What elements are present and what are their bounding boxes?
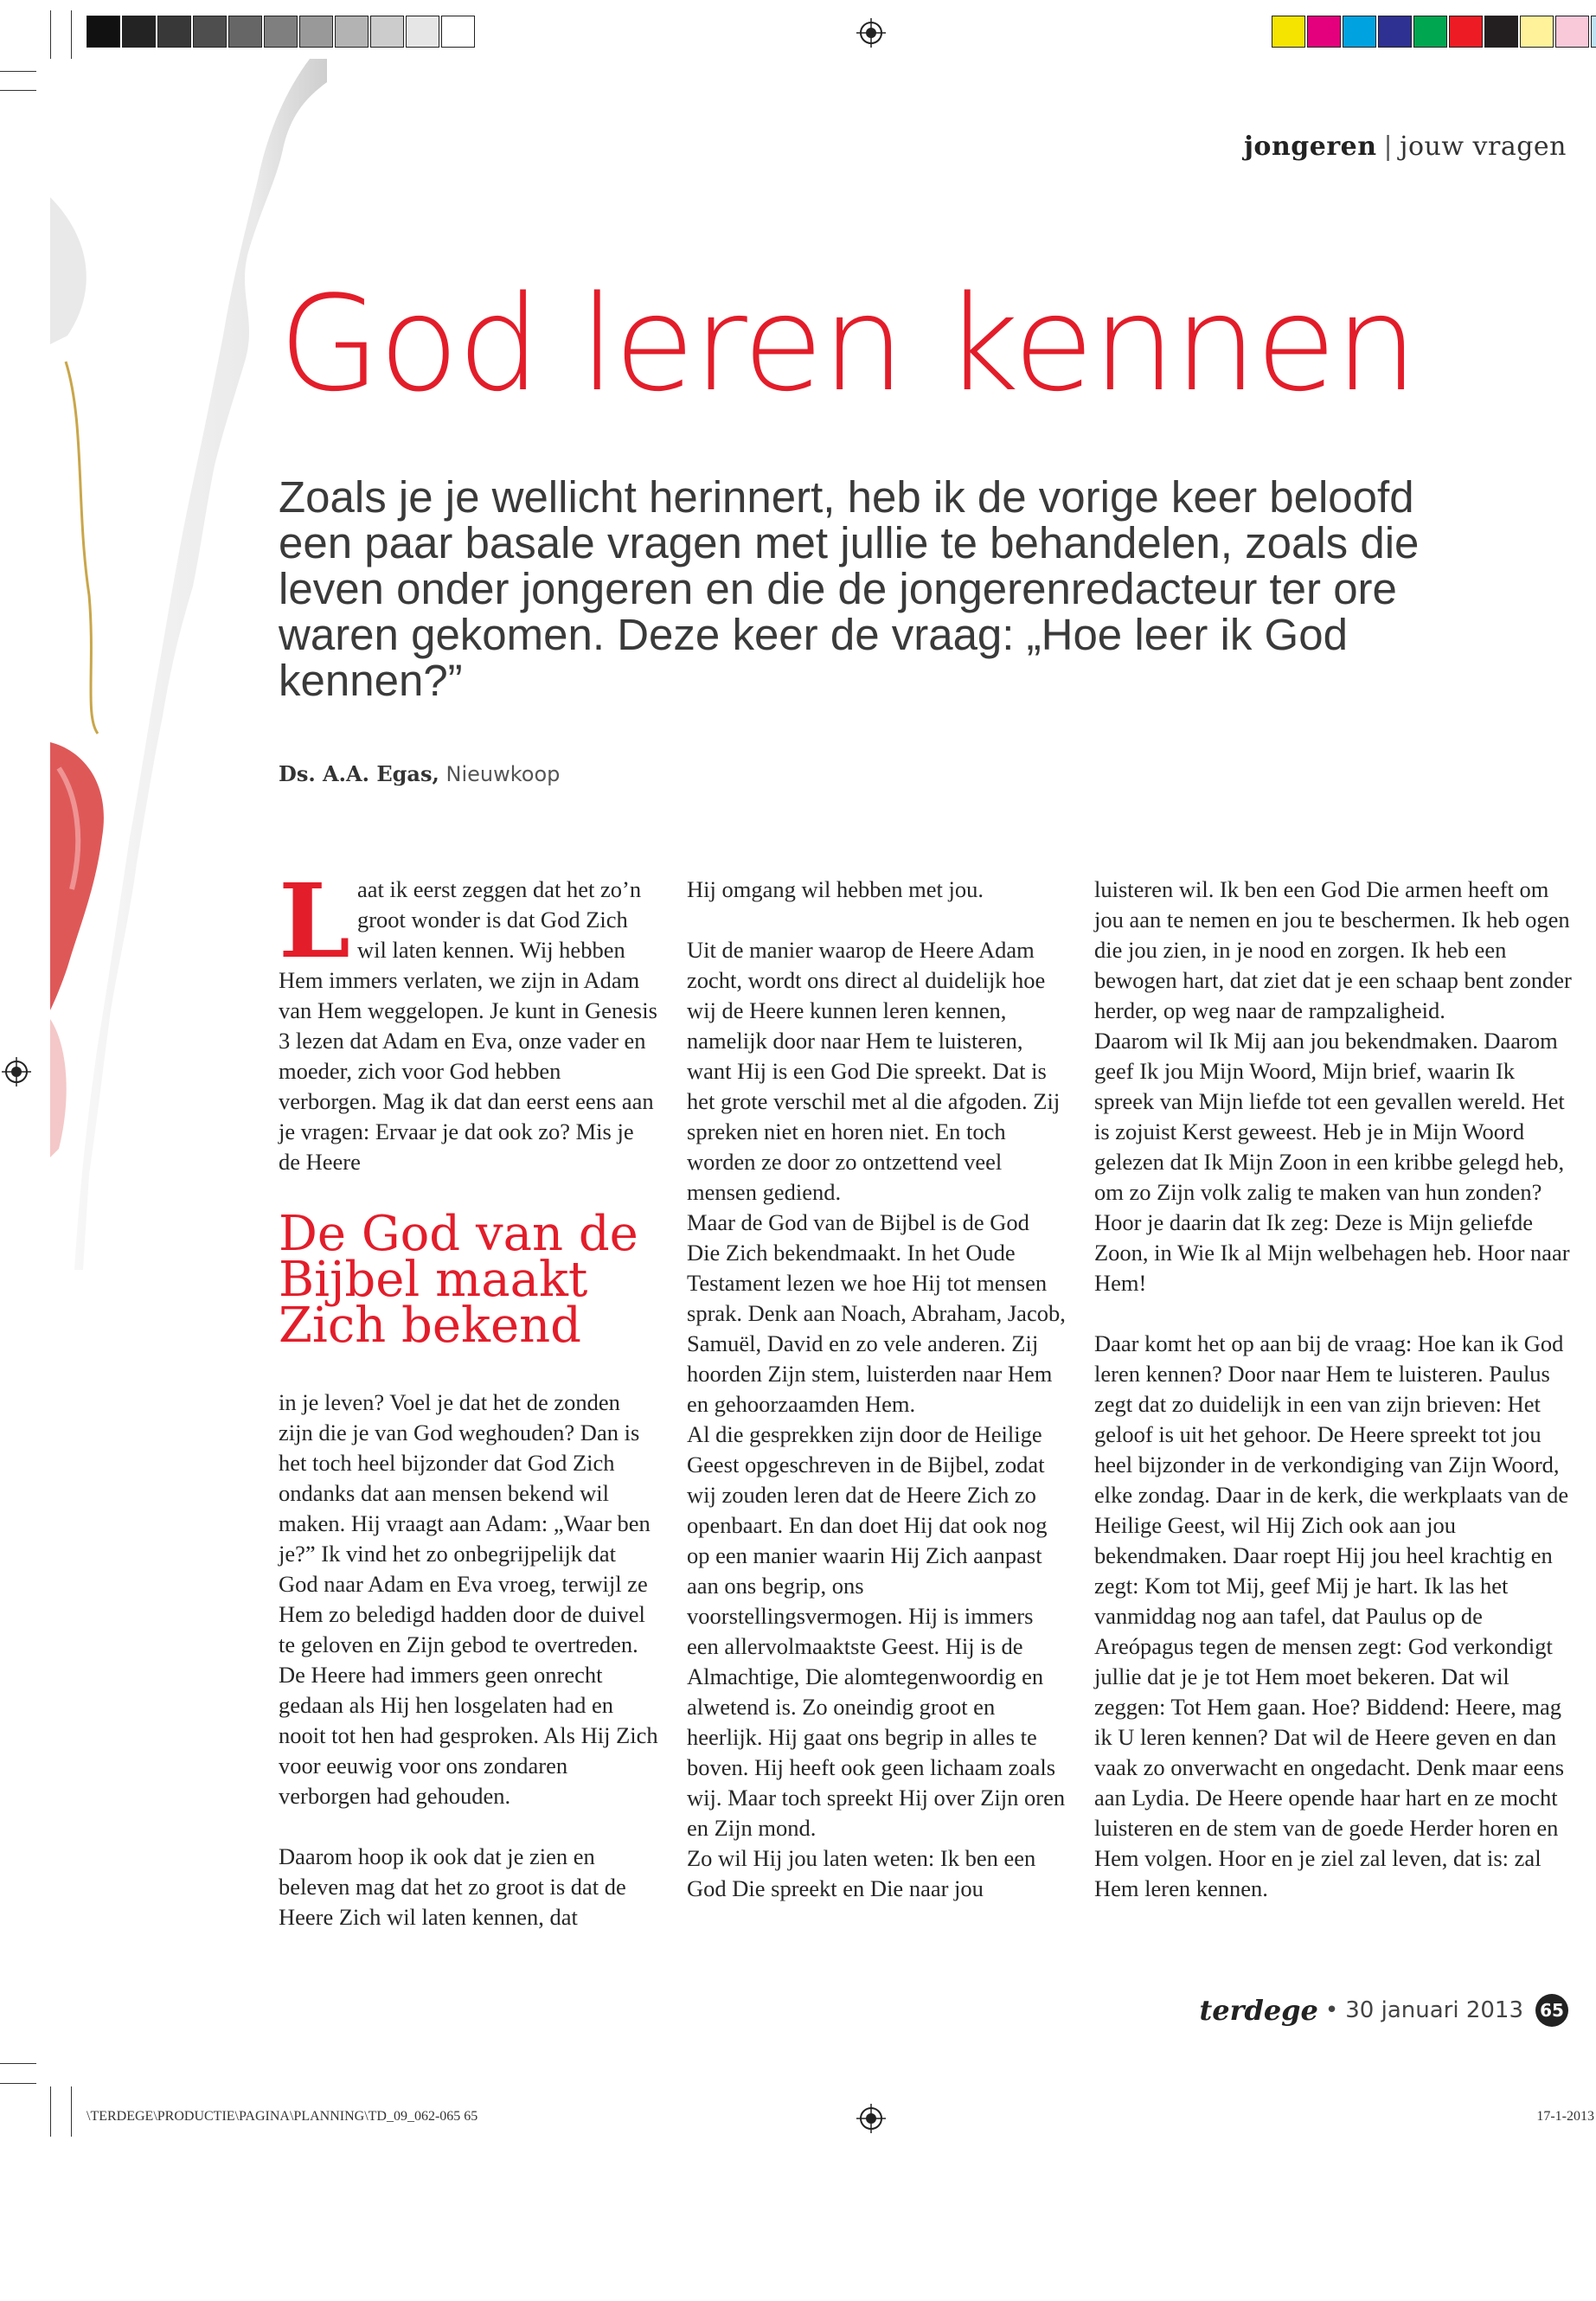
section-name: jongeren — [1244, 131, 1377, 162]
paragraph: Daar komt het op aan bij de vraag: Hoe kan ik God leren kennen? Door naar Hem te luisteren. Paulus zegt dat zo duidelijk in een van zijn brieven: Het geloof is uit het gehoor. De Heere spreekt tot jou heel bijzonder in de verkondiging van Zijn Woord, elke zondag. Daar in de kerk, die werkplaats van de Heilige Geest, wil Hij Zich ook aan jou bekendmaken. Daar roept Hij jou heel krachtig en zegt: Kom tot Mij, geef Mij je hart. Ik las het vanmiddag nog aan tafel, dat Paulus op de Areópagus tegen de mensen zegt: God verkondigt jullie dat je je tot Hem moet bekeren. Dat wil zeggen: Tot Hem gaan. Hoe? Biddend: Heere, mag ik U leren kennen? Dat wil de Heere geven en dan vaak zo onverwacht en ongedacht. Denk maar eens aan Lydia. De Heere opende haar hart en ze mocht luisteren en de stem van de goede Herder horen en Hem volgen. Hoor en je ziel zal leven, dat is: zal Hem leren kennen. — [1094, 1330, 1569, 1901]
column-1-top — [279, 861, 659, 1177]
color-swatch — [441, 16, 475, 48]
print-slug-date: 17-1-2013 — [1536, 2109, 1594, 2124]
paragraph: luisteren wil. Ik ben een God Die armen heeft om jou aan te nemen en jou te beschermen. Ik heb ogen die jou zien, in je nood en zorgen. Ik heb een bewogen hart, dat ziet dat je een schaap bent zonder herder, op weg naar de rampzaligheid. Daarom wil Ik Mij aan jou bekendmaken. Daarom geef Ik jou Mijn Woord, Mijn brief, waarin Ik spreek van Mijn liefde tot een gevallen wereld. Het is zojuist Kerst geweest. Heb je in Mijn Woord gelezen dat Ik Mijn Zoon in een kribbe gelegd heb, om zo Zijn volk zalig te maken van hun zonden? Hoor je daarin dat Ik zeg: Deze is Mijn geliefde Zoon, in Wie Ik al Mijn welbehagen heb. Hoor naar Hem! — [1094, 876, 1572, 1296]
registration-mark-icon — [2, 1057, 31, 1086]
color-swatch — [193, 16, 227, 48]
color-swatch — [264, 16, 298, 48]
color-swatch — [1272, 16, 1305, 48]
crop-mark — [50, 2086, 51, 2137]
crop-mark — [71, 10, 72, 61]
author-name: Ds. A.A. Egas, — [279, 761, 439, 786]
registration-mark-icon — [856, 2104, 886, 2133]
paragraph: Hij omgang wil hebben met jou. — [687, 876, 984, 902]
color-swatch — [228, 16, 262, 48]
color-swatch — [299, 16, 333, 48]
drop-cap: L — [279, 861, 350, 981]
crop-mark — [0, 90, 36, 91]
color-swatch — [1520, 16, 1554, 48]
color-swatch — [406, 16, 439, 48]
section-divider: | — [1383, 131, 1394, 162]
color-swatch — [1484, 16, 1518, 48]
color-swatch — [370, 16, 404, 48]
crop-mark — [71, 2086, 72, 2137]
column-1-bottom — [279, 1388, 659, 1932]
color-swatch — [87, 16, 120, 48]
column-2 — [687, 875, 1067, 1904]
paragraph: Uit de manier waarop de Heere Adam zocht, wordt ons direct al duidelijk hoe wij de Heere kunnen leren kennen, namelijk door naar Hem te luisteren, want Hij is een God Die spreekt. Dat is het grote verschil met al die afgoden. Zij spreken niet en horen niet. En toch worden ze door zo ontzettend veel mensen gediend. Maar de God van de Bijbel is de God Die Zich bekendmaakt. In het Oude Testament lezen we hoe Hij tot mensen sprak. Denk aan Noach, Abraham, Jacob, Samuël, David en zo vele anderen. Zij hoorden Zijn stem, luisterden naar Hem en gehoorzaamden Hem. Al die gesprekken zijn door de Heilige Geest opgeschreven in de Bijbel, zodat wij zouden leren dat de Heere Zich zo openbaart. En dan doet Hij dat ook nog op een manier waarin Hij Zich aanpast aan ons begrip, ons voorstellingsvermogen. Hij is immers een allervolmaaktste Geest. Hij is de Almachtige, Die alomtegenwoordig en alwetend is. Zo oneindig groot en heerlijk. Hij gaat ons begrip in alles te boven. Hij heeft ook geen lichaam zoals wij. Maar toch spreekt Hij over Zijn oren en Zijn mond. Zo wil Hij jou laten weten: Ik ben een God Die spreekt en Die naar jou — [687, 937, 1066, 1901]
page-number: 65 — [1535, 1994, 1568, 2027]
magazine-logo: terdege — [1199, 1994, 1318, 2027]
crop-mark — [0, 2083, 36, 2084]
section-label — [1244, 131, 1567, 162]
color-swatch — [1449, 16, 1483, 48]
color-swatch — [1555, 16, 1589, 48]
color-swatch — [335, 16, 369, 48]
color-swatch — [1343, 16, 1376, 48]
color-swatch — [122, 16, 156, 48]
color-swatch — [1413, 16, 1447, 48]
paragraph: Daarom hoop ik ook dat je zien en beleven mag dat het zo groot is dat de Heere Zich wil laten kennen, dat — [279, 1843, 626, 1930]
issue-date: 30 januari 2013 — [1345, 1997, 1523, 2023]
author-byline — [279, 761, 560, 786]
paragraph: in je leven? Voel je dat het de zonden zijn die je van God weghouden? Dan is het toch heel bijzonder dat God Zich ondanks dat aan mensen bekend wil maken. Hij vraagt aan Adam: „Waar ben je?” Ik vind het zo onbegrijpelijk dat God naar Adam en Eva vroeg, terwijl ze Hem zo beledigd hadden door de duivel te geloven en Zijn gebod te overtreden. De Heere had immers geen onrecht gedaan als Hij hen losgelaten had en nooit tot hen had gesproken. Als Hij Zich voor eeuwig voor ons zondaren verborgen had gehouden. — [279, 1389, 658, 1809]
crop-mark — [0, 71, 36, 72]
footer-separator: • — [1324, 1997, 1339, 2023]
gray-color-bar — [87, 16, 477, 48]
print-slug-path: \TERDEGE\PRODUCTIE\PAGINA\PLANNING\TD_09_062-065 65 — [87, 2109, 478, 2124]
subsection-name: jouw vragen — [1400, 131, 1567, 162]
paragraph: aat ik eerst zeggen dat het zo’n groot wonder is dat God Zich wil laten kennen. Wij hebben Hem immers verlaten, we zijn in Adam van Hem weggelopen. Je kunt in Genesis 3 lezen dat Adam en Eva, onze vader en moeder, zich voor God hebben verborgen. Mag ik dat dan eerst eens aan je vragen: Ervaar je dat ook zo? Mis je de Heere — [279, 876, 657, 1175]
color-swatch — [1591, 16, 1596, 48]
column-3 — [1094, 875, 1579, 1904]
crop-mark — [50, 10, 51, 61]
color-swatch — [1378, 16, 1412, 48]
color-swatch — [157, 16, 191, 48]
subheading: De God van de Bijbel maakt Zich bekend — [279, 1206, 638, 1354]
article-intro: Zoals je je wellicht herinnert, heb ik de vorige keer beloofd een paar basale vragen met jullie te behandelen, zoals die leven onder jongeren en die de jongerenredacteur ter ore waren gekomen. Deze keer de vraag: „Hoe leer ik God kennen?” — [279, 472, 1420, 705]
registration-mark-icon — [856, 18, 886, 48]
article-title: God leren kennen — [279, 267, 1417, 420]
color-swatch — [1307, 16, 1341, 48]
author-place: Nieuwkoop — [445, 762, 561, 786]
process-color-bar — [1272, 16, 1596, 48]
page-footer — [1199, 1994, 1568, 2027]
crop-mark — [0, 2063, 36, 2064]
